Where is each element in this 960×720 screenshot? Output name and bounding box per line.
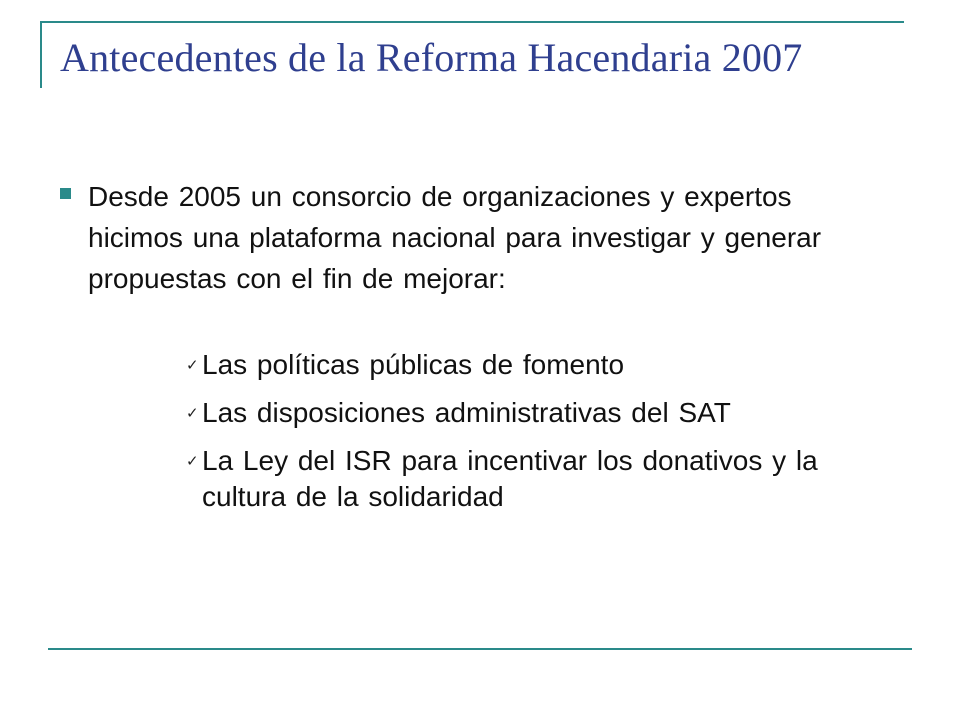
list-item-text: Las disposiciones administrativas del SAT: [202, 397, 731, 428]
list-item-text: Las políticas públicas de fomento: [202, 349, 625, 380]
list-item-text: La Ley del ISR para incentivar los donativos y la cultura de la solidaridad: [202, 445, 818, 512]
check-icon: ✓: [186, 405, 199, 422]
list-item: [186, 395, 906, 431]
bottom-rule: [48, 648, 912, 650]
top-rule: [40, 21, 904, 23]
main-bullet: [60, 176, 860, 299]
slide-title: Antecedentes de la Reforma Hacendaria 2007: [60, 35, 803, 80]
list-item: [186, 443, 906, 515]
sub-item-list: [186, 347, 906, 527]
check-icon: ✓: [186, 453, 199, 470]
check-icon: ✓: [186, 357, 199, 374]
left-rule: [40, 21, 42, 88]
main-bullet-text: Desde 2005 un consorcio de organizaciones y expertos hicimos una plataforma nacional para investigar y generar propuestas con el fin de mejorar:: [88, 181, 822, 294]
list-item: [186, 347, 906, 383]
square-bullet-icon: [60, 188, 71, 199]
